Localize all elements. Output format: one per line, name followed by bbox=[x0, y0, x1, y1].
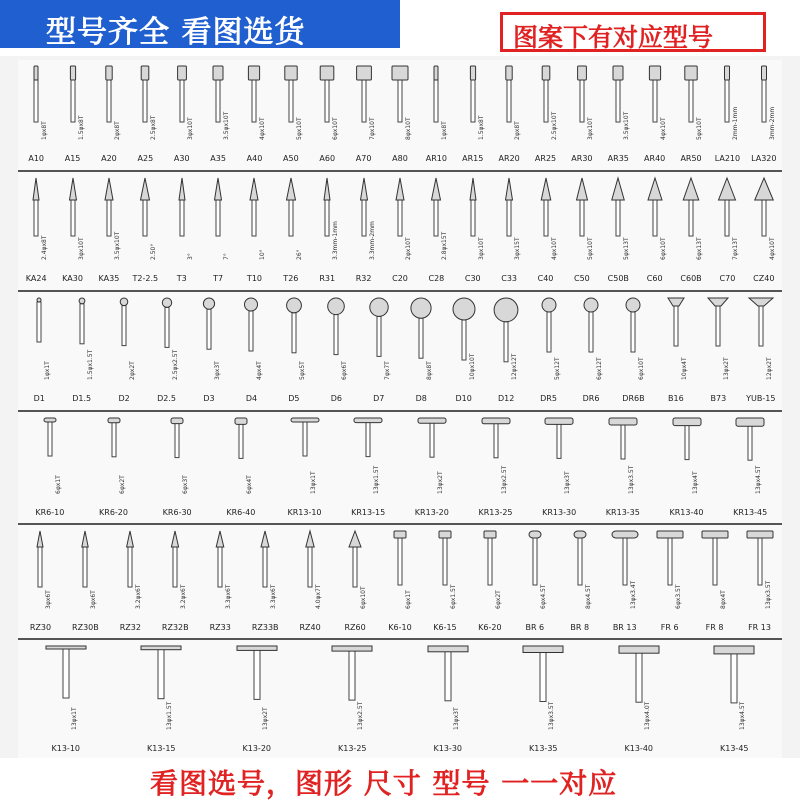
bit-spec: 8φx4T bbox=[719, 590, 727, 609]
bit-spec: 4φx4T bbox=[256, 361, 264, 380]
bottom-banner bbox=[0, 758, 800, 800]
bottom-text: 看图选号，图形 尺寸 型号 一一对应 bbox=[150, 767, 618, 800]
bit-model-label: BR 6 bbox=[525, 623, 545, 632]
bit-spec: 3φx6T bbox=[90, 590, 98, 609]
bit-spec: 2.8φx15T bbox=[441, 231, 449, 260]
bit-model-label: KR13-15 bbox=[351, 508, 386, 517]
bit-spec: 7° bbox=[223, 253, 231, 260]
grinding-bit-d2 bbox=[109, 298, 139, 368]
bit-spec: 6φx6T bbox=[341, 361, 349, 380]
row-divider bbox=[18, 523, 782, 525]
bit-spec: 7φx13T bbox=[732, 237, 740, 260]
bit-model-label: AR25 bbox=[534, 154, 557, 163]
bit-model-label: C50 bbox=[574, 274, 590, 283]
bit-spec: 2φx2T bbox=[129, 361, 137, 380]
bit-model-label: YUB-15 bbox=[746, 394, 776, 403]
bit-model-label: C60 bbox=[646, 274, 663, 283]
bit-model-label: AR35 bbox=[607, 154, 629, 163]
bit-spec: 13φx4T bbox=[691, 471, 699, 494]
bit-spec: 3.3φx6T bbox=[270, 584, 278, 609]
bit-model-label: D8 bbox=[415, 394, 427, 403]
bit-model-label: K13-20 bbox=[242, 744, 271, 753]
bit-spec: 5φx10T bbox=[295, 117, 303, 140]
bit-model-label: CZ40 bbox=[753, 274, 775, 283]
bit-model-label: AR15 bbox=[462, 154, 484, 163]
bit-spec: 2.5φx8T bbox=[150, 115, 158, 140]
bit-model-label: C30 bbox=[464, 274, 481, 283]
bit-spec: 3.2φx6T bbox=[180, 584, 188, 609]
bit-model-label: A80 bbox=[392, 154, 408, 163]
bit-model-label: R32 bbox=[355, 274, 372, 283]
bit-model-label: A10 bbox=[28, 154, 45, 163]
bit-spec: 26° bbox=[295, 249, 303, 260]
bit-model-label: D1.5 bbox=[72, 394, 92, 403]
grinding-bit-d3 bbox=[194, 298, 224, 368]
bit-model-label: BR 8 bbox=[570, 623, 590, 632]
bit-model-label: KR13-20 bbox=[414, 508, 449, 517]
bit-model-label: A15 bbox=[64, 154, 81, 163]
bit-model-label: B73 bbox=[710, 394, 727, 403]
bit-spec: 10φx4T bbox=[680, 357, 688, 380]
bit-model-label: A25 bbox=[137, 154, 154, 163]
grinding-bit-d7 bbox=[364, 298, 394, 368]
bit-model-label: KR13-45 bbox=[733, 508, 768, 517]
bit-model-label: RZ33 bbox=[209, 623, 231, 632]
grinding-bit-d8 bbox=[406, 298, 436, 368]
bit-spec: 13φx2.5T bbox=[357, 701, 365, 730]
bit-model-label: A30 bbox=[173, 154, 190, 163]
bit-spec: 3mm-2mm bbox=[768, 106, 776, 140]
bit-spec: 13φx1T bbox=[70, 707, 78, 730]
bit-spec: 6φx1T bbox=[54, 475, 62, 494]
bit-spec: 3.3φx6T bbox=[225, 584, 233, 609]
bit-spec: 1.5φx8T bbox=[477, 115, 485, 140]
bit-spec: 6φx13T bbox=[696, 237, 704, 260]
bit-spec: 4φx10T bbox=[550, 237, 558, 260]
bit-spec: 1φx8T bbox=[441, 121, 449, 140]
bit-spec: 5φx10T bbox=[696, 117, 704, 140]
row-divider bbox=[18, 638, 782, 640]
bit-spec: 3.5φx10T bbox=[223, 111, 231, 140]
bit-model-label: C33 bbox=[501, 274, 518, 283]
bit-model-label: KR13-10 bbox=[287, 508, 322, 517]
bit-spec: 13φx1.5T bbox=[166, 701, 174, 730]
bit-model-label: A60 bbox=[319, 154, 336, 163]
bit-model-label: KA35 bbox=[98, 274, 120, 283]
bit-model-label: KR6-10 bbox=[35, 508, 65, 517]
bit-spec: 3φx10T bbox=[586, 117, 594, 140]
bit-model-label: C20 bbox=[392, 274, 408, 283]
bit-model-label: A35 bbox=[210, 154, 226, 163]
bit-spec: 8φx10T bbox=[405, 117, 412, 140]
bit-spec: 8φx4.5T bbox=[584, 584, 592, 609]
bit-model-label: RZ32 bbox=[119, 623, 141, 632]
grinding-bit-t10 bbox=[239, 178, 269, 248]
grinding-bit-t7 bbox=[203, 178, 233, 248]
bit-model-label: K13-15 bbox=[147, 744, 176, 753]
bit-model-label: FR 6 bbox=[660, 623, 679, 632]
bit-spec: 3φx10T bbox=[477, 237, 485, 260]
bit-spec: 2.4φx8T bbox=[41, 235, 49, 260]
bit-spec: 3φx15T bbox=[514, 237, 522, 260]
bit-model-label: AR20 bbox=[498, 154, 520, 163]
bit-spec: 6φx12T bbox=[596, 357, 603, 380]
grinding-bit-t2-2-5 bbox=[130, 178, 160, 248]
bit-spec: 2.50° bbox=[150, 243, 158, 260]
bit-spec: 13φx4.0T bbox=[643, 701, 651, 730]
bit-spec: 6φx1.5T bbox=[449, 584, 457, 609]
bit-model-label: K13-45 bbox=[720, 744, 749, 753]
bit-spec: 2mm-1mm bbox=[732, 106, 740, 140]
bit-spec: 13φx2T bbox=[436, 471, 444, 494]
bit-model-label: C50B bbox=[607, 274, 629, 283]
bit-model-label: KR13-30 bbox=[542, 508, 577, 517]
note-box bbox=[500, 12, 766, 52]
bit-spec: 1.5φx1.5T bbox=[86, 349, 94, 380]
bit-spec: 6φx1T bbox=[405, 590, 412, 609]
bit-model-label: RZ32B bbox=[161, 623, 189, 632]
bit-model-label: RZ30 bbox=[29, 623, 52, 632]
bit-spec: 5φx13T bbox=[623, 237, 631, 260]
bit-spec: 5φx5T bbox=[298, 361, 306, 380]
grinding-bit-d5 bbox=[279, 298, 309, 368]
bit-spec: 13φx1T bbox=[309, 471, 317, 494]
bit-spec: 7φx7T bbox=[383, 361, 391, 380]
bit-spec: 3φx3T bbox=[214, 361, 221, 380]
bit-model-label: KA30 bbox=[62, 274, 83, 283]
bit-spec: 13φx3.5T bbox=[764, 580, 772, 609]
bit-model-label: BR 13 bbox=[612, 623, 637, 632]
bit-model-label: B16 bbox=[668, 394, 684, 403]
bit-model-label: RZ40 bbox=[299, 623, 321, 632]
bit-spec: 6φx2T bbox=[118, 475, 126, 494]
bit-model-label: LA320 bbox=[751, 154, 777, 163]
bit-spec: 13φx4.5T bbox=[739, 701, 747, 730]
bit-spec: 1.5φx8T bbox=[77, 115, 85, 140]
bit-spec: 2φx8T bbox=[514, 121, 522, 140]
bit-spec: 6φx10T bbox=[659, 237, 667, 260]
bit-spec: 6φx4.5T bbox=[539, 584, 547, 609]
bit-spec: 2.5φx2.5T bbox=[171, 349, 179, 380]
bit-model-label: KR6-30 bbox=[162, 508, 192, 517]
bit-model-label: K13-10 bbox=[51, 744, 80, 753]
bit-model-label: C70 bbox=[719, 274, 736, 283]
bit-model-label: K13-40 bbox=[624, 744, 653, 753]
grinding-bit-k13-20 bbox=[242, 646, 272, 716]
bit-model-label: D3 bbox=[203, 394, 215, 403]
bit-model-label: T7 bbox=[213, 274, 224, 283]
bit-spec: 4φx10T bbox=[259, 117, 267, 140]
bit-model-label: T3 bbox=[176, 274, 187, 283]
bit-spec: 3φx10T bbox=[186, 117, 194, 140]
bit-model-label: DR6B bbox=[622, 394, 645, 403]
bit-model-label: A50 bbox=[283, 154, 299, 163]
bit-spec: 13φx2T bbox=[723, 357, 731, 380]
bit-spec: 1φx8T bbox=[41, 121, 49, 140]
bit-spec: 2.5φx10T bbox=[550, 111, 558, 140]
grinding-bit-t3 bbox=[167, 178, 197, 248]
bit-spec: 3.5φx10T bbox=[623, 111, 631, 140]
headline-box bbox=[0, 0, 400, 48]
bit-model-label: K6-20 bbox=[478, 623, 502, 632]
bit-model-label: RZ60 bbox=[344, 623, 366, 632]
row-divider bbox=[18, 170, 782, 172]
bit-spec: 6φx3.5T bbox=[674, 584, 682, 609]
bit-model-label: D1 bbox=[33, 394, 45, 403]
bit-spec: 6φx2T bbox=[494, 590, 502, 609]
bit-spec: 2φx8T bbox=[113, 121, 121, 140]
bit-model-label: RZ33B bbox=[251, 623, 279, 632]
bit-model-label: A40 bbox=[246, 154, 263, 163]
bit-spec: 3.3mm-1mm bbox=[332, 221, 340, 260]
bit-spec: 3.3mm-2mm bbox=[368, 221, 376, 260]
grinding-bit-t26 bbox=[276, 178, 306, 248]
bit-spec: 6φx4T bbox=[245, 475, 253, 494]
grinding-bit-d4 bbox=[236, 298, 266, 368]
bit-model-label: LA210 bbox=[714, 154, 741, 163]
row-divider bbox=[18, 410, 782, 412]
bit-spec: 8φx8T bbox=[426, 361, 434, 380]
bit-spec: 6φx10T bbox=[638, 357, 646, 380]
bit-spec: 13φx4.5T bbox=[755, 465, 763, 494]
bit-spec: 12φx2T bbox=[765, 357, 773, 380]
bit-model-label: K6-10 bbox=[388, 623, 412, 632]
bit-spec: 6φx3T bbox=[182, 475, 190, 494]
bit-spec: 13φx3T bbox=[564, 471, 572, 494]
bit-model-label: A70 bbox=[355, 154, 372, 163]
bit-spec: 10φx10T bbox=[468, 353, 476, 380]
bit-model-label: D12 bbox=[497, 394, 515, 403]
grinding-bit-d6 bbox=[321, 298, 351, 368]
bit-spec: 5φx10T bbox=[586, 237, 594, 260]
bit-model-label: KA24 bbox=[25, 274, 47, 283]
bit-spec: 13φx3.5T bbox=[627, 465, 635, 494]
bit-spec: 4φx10T bbox=[659, 117, 667, 140]
bit-model-label: FR 13 bbox=[748, 623, 771, 632]
grinding-bit-k13-30 bbox=[433, 646, 463, 716]
bit-spec: 4.0φx7T bbox=[315, 584, 323, 609]
bit-spec: 2φx10T bbox=[405, 237, 412, 260]
bit-model-label: A20 bbox=[101, 154, 117, 163]
bit-model-label: KR13-40 bbox=[669, 508, 704, 517]
bit-model-label: T26 bbox=[283, 274, 299, 283]
note-text: 图案下有对应型号 bbox=[513, 23, 714, 52]
bit-spec: 13φx3T bbox=[452, 707, 460, 730]
row-divider bbox=[18, 290, 782, 292]
bit-spec: 6φx10T bbox=[332, 117, 340, 140]
bit-model-label: C28 bbox=[428, 274, 445, 283]
bit-model-label: D7 bbox=[373, 394, 385, 403]
bit-spec: 12φx12T bbox=[511, 353, 519, 380]
bit-spec: 3φx10T bbox=[77, 237, 85, 260]
bit-model-label: T2-2.5 bbox=[132, 274, 159, 283]
bit-model-label: KR13-35 bbox=[605, 508, 640, 517]
bit-spec: 4φx10T bbox=[768, 237, 776, 260]
bit-model-label: AR50 bbox=[680, 154, 702, 163]
bit-spec: 5φx12T bbox=[553, 357, 561, 380]
bit-spec: 13φx2T bbox=[261, 707, 269, 730]
bit-model-label: AR40 bbox=[644, 154, 666, 163]
bit-spec: 3.5φx10T bbox=[113, 231, 121, 260]
bit-model-label: AR10 bbox=[425, 154, 447, 163]
bit-spec: 7φx10T bbox=[368, 117, 376, 140]
bit-model-label: DR5 bbox=[540, 394, 557, 403]
bit-spec: 3.2φx6T bbox=[135, 584, 143, 609]
bit-spec: 1φx1T bbox=[44, 361, 52, 380]
bit-model-label: DR6 bbox=[582, 394, 600, 403]
bit-model-label: KR6-20 bbox=[99, 508, 128, 517]
catalog-sheet bbox=[18, 60, 782, 760]
bit-model-label: K13-25 bbox=[338, 744, 367, 753]
bit-spec: 13φx3.4T bbox=[629, 580, 637, 609]
bit-spec: 3° bbox=[186, 253, 194, 260]
bit-spec: 13φx2.5T bbox=[500, 465, 508, 494]
bit-model-label: C60B bbox=[680, 274, 702, 283]
bit-spec: 6φx10T bbox=[360, 586, 368, 609]
bit-model-label: D6 bbox=[330, 394, 342, 403]
bit-model-label: KR13-25 bbox=[478, 508, 513, 517]
top-banner bbox=[0, 0, 800, 56]
bit-model-label: RZ30B bbox=[72, 623, 99, 632]
grinding-bit-k13-10 bbox=[51, 646, 81, 716]
bit-model-label: KR6-40 bbox=[226, 508, 256, 517]
bit-model-label: D5 bbox=[288, 394, 300, 403]
grinding-bit-d1 bbox=[24, 298, 54, 368]
bit-model-label: T10 bbox=[246, 274, 263, 283]
bit-model-label: K13-30 bbox=[433, 744, 462, 753]
bit-model-label: D10 bbox=[455, 394, 472, 403]
bit-model-label: K13-35 bbox=[529, 744, 558, 753]
bit-model-label: FR 8 bbox=[705, 623, 724, 632]
bit-model-label: K6-15 bbox=[433, 623, 457, 632]
bit-model-label: D2 bbox=[118, 394, 130, 403]
bit-model-label: C40 bbox=[537, 274, 554, 283]
bit-spec: 13φx3.5T bbox=[548, 701, 556, 730]
headline-text: 型号齐全 看图选货 bbox=[46, 15, 306, 50]
bit-spec: 3φx6T bbox=[45, 590, 53, 609]
bit-spec: 13φx1.5T bbox=[373, 465, 381, 494]
bit-spec: 10° bbox=[259, 249, 267, 260]
bit-model-label: D4 bbox=[245, 394, 258, 403]
bit-model-label: D2.5 bbox=[157, 394, 176, 403]
bit-model-label: AR30 bbox=[571, 154, 593, 163]
bit-model-label: R31 bbox=[319, 274, 336, 283]
